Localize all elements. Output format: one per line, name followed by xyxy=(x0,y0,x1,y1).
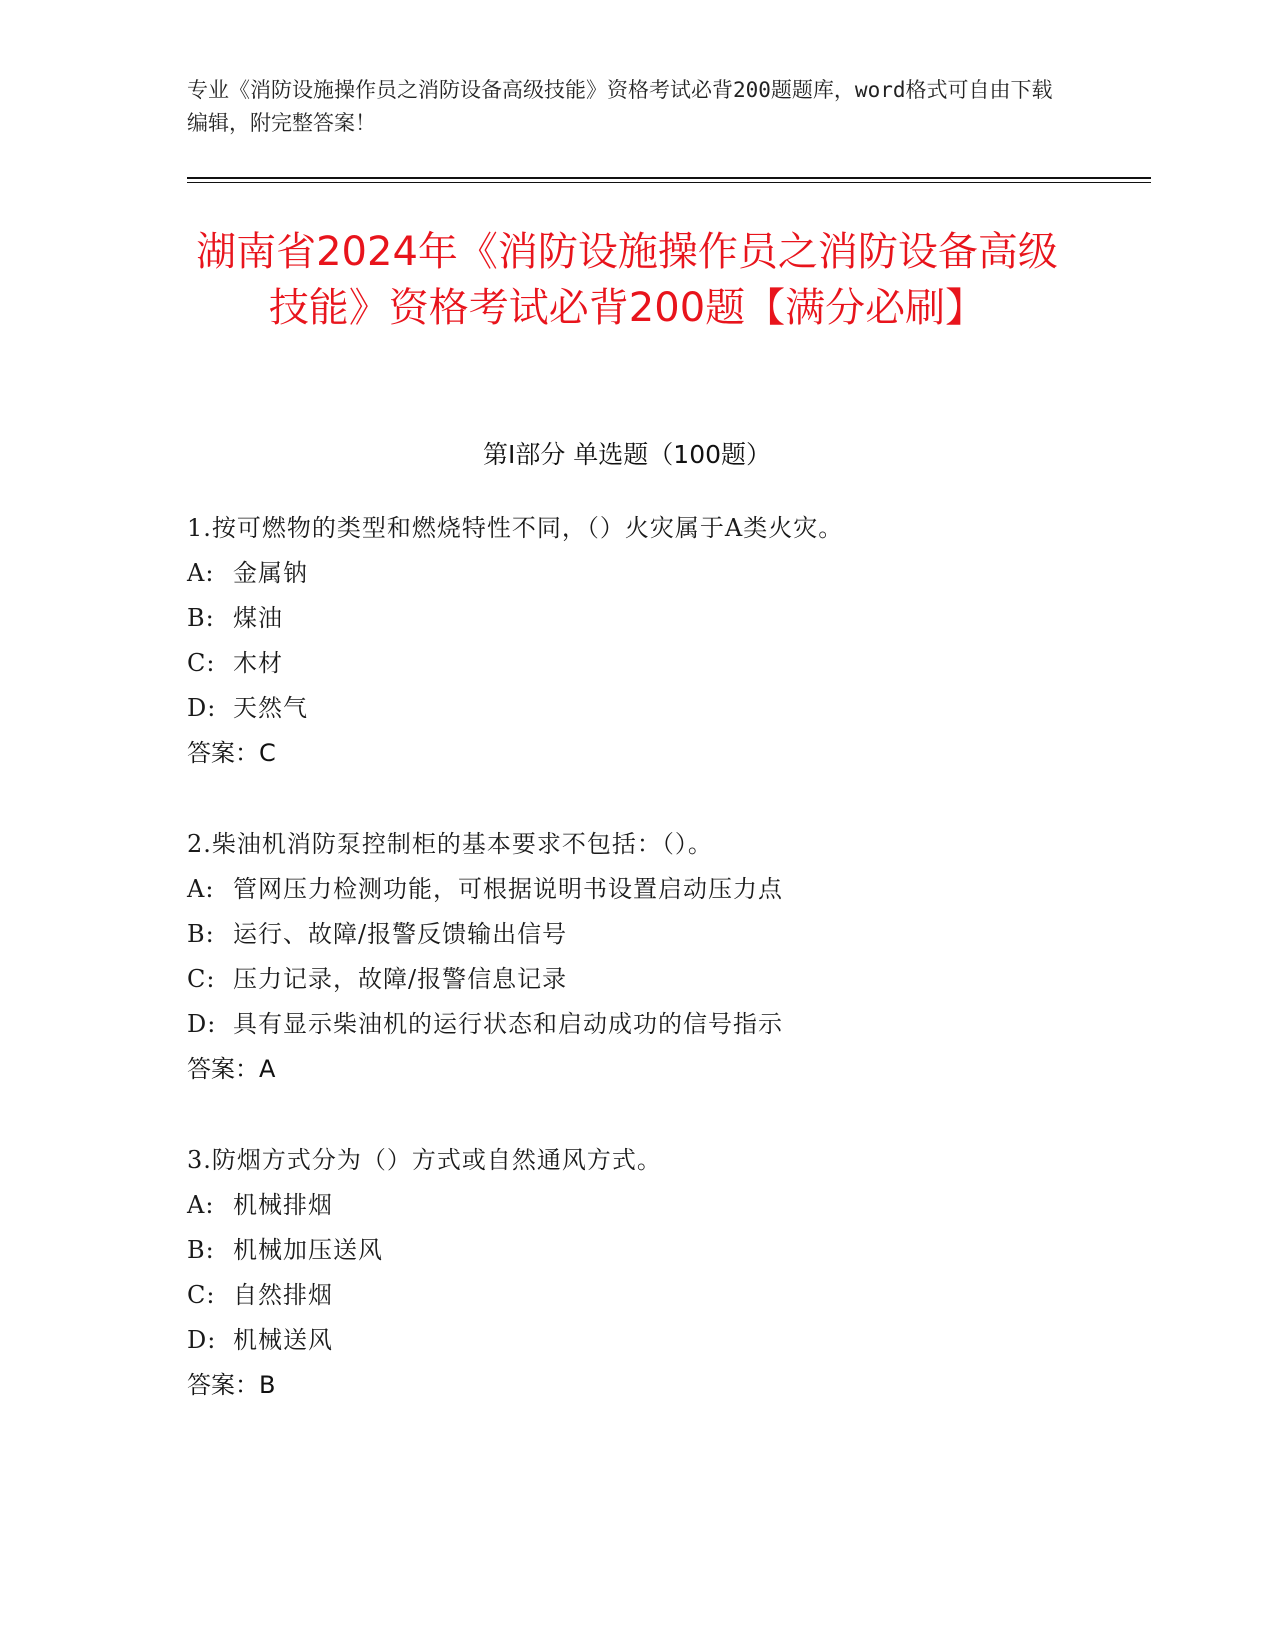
option-text: 机械排烟 xyxy=(233,1191,333,1219)
option-d xyxy=(187,1002,1087,1047)
option-a xyxy=(187,867,1087,912)
option-letter: C: xyxy=(187,649,216,677)
document-title: 湖南省2024年《消防设施操作员之消防设备高级技能》资格考试必背200题【满分必刷】 xyxy=(196,229,1058,331)
option-a xyxy=(187,551,1087,596)
option-letter: B: xyxy=(187,604,215,632)
question-1 xyxy=(187,506,1087,776)
option-text: 金属钠 xyxy=(233,559,308,587)
option-b xyxy=(187,912,1087,957)
option-text: 自然排烟 xyxy=(233,1281,333,1309)
option-text: 管网压力检测功能，可根据说明书设置启动压力点 xyxy=(233,875,783,903)
header-note: 专业《消防设施操作员之消防设备高级技能》资格考试必背200题题库，word格式可自由下载编辑，附完整答案！ xyxy=(187,78,1053,135)
option-text: 运行、故障/报警反馈输出信号 xyxy=(233,920,568,948)
option-c xyxy=(187,957,1087,1002)
option-text: 木材 xyxy=(233,649,283,677)
option-text: 天然气 xyxy=(233,694,308,722)
option-d xyxy=(187,1318,1087,1363)
option-letter: A: xyxy=(187,559,215,587)
option-letter: A: xyxy=(187,1191,215,1219)
answer: 答案：C xyxy=(187,739,276,767)
question-stem: 3.防烟方式分为（）方式或自然通风方式。 xyxy=(187,1146,662,1174)
option-letter: B: xyxy=(187,920,215,948)
section-heading: 第I部分 单选题（100题） xyxy=(482,440,772,469)
option-a xyxy=(187,1183,1087,1228)
option-letter: D: xyxy=(187,694,217,722)
option-letter: C: xyxy=(187,1281,216,1309)
option-d xyxy=(187,686,1087,731)
option-c xyxy=(187,641,1087,686)
option-text: 机械加压送风 xyxy=(233,1236,383,1264)
answer: 答案：A xyxy=(187,1055,276,1083)
option-text: 机械送风 xyxy=(233,1326,333,1354)
option-letter: D: xyxy=(187,1010,217,1038)
option-text: 煤油 xyxy=(233,604,283,632)
option-b xyxy=(187,596,1087,641)
question-stem: 1.按可燃物的类型和燃烧特性不同，（）火灾属于A类火灾。 xyxy=(187,514,844,542)
option-text: 压力记录，故障/报警信息记录 xyxy=(233,965,568,993)
option-letter: C: xyxy=(187,965,216,993)
question-3 xyxy=(187,1138,1087,1408)
header-divider-thick xyxy=(187,177,1151,179)
option-letter: B: xyxy=(187,1236,215,1264)
option-letter: D: xyxy=(187,1326,217,1354)
option-letter: A: xyxy=(187,875,215,903)
question-2 xyxy=(187,822,1087,1092)
answer: 答案：B xyxy=(187,1371,276,1399)
option-b xyxy=(187,1228,1087,1273)
option-text: 具有显示柴油机的运行状态和启动成功的信号指示 xyxy=(233,1010,783,1038)
question-stem: 2.柴油机消防泵控制柜的基本要求不包括：（）。 xyxy=(187,830,713,858)
header-divider-thin xyxy=(187,182,1151,183)
option-c xyxy=(187,1273,1087,1318)
